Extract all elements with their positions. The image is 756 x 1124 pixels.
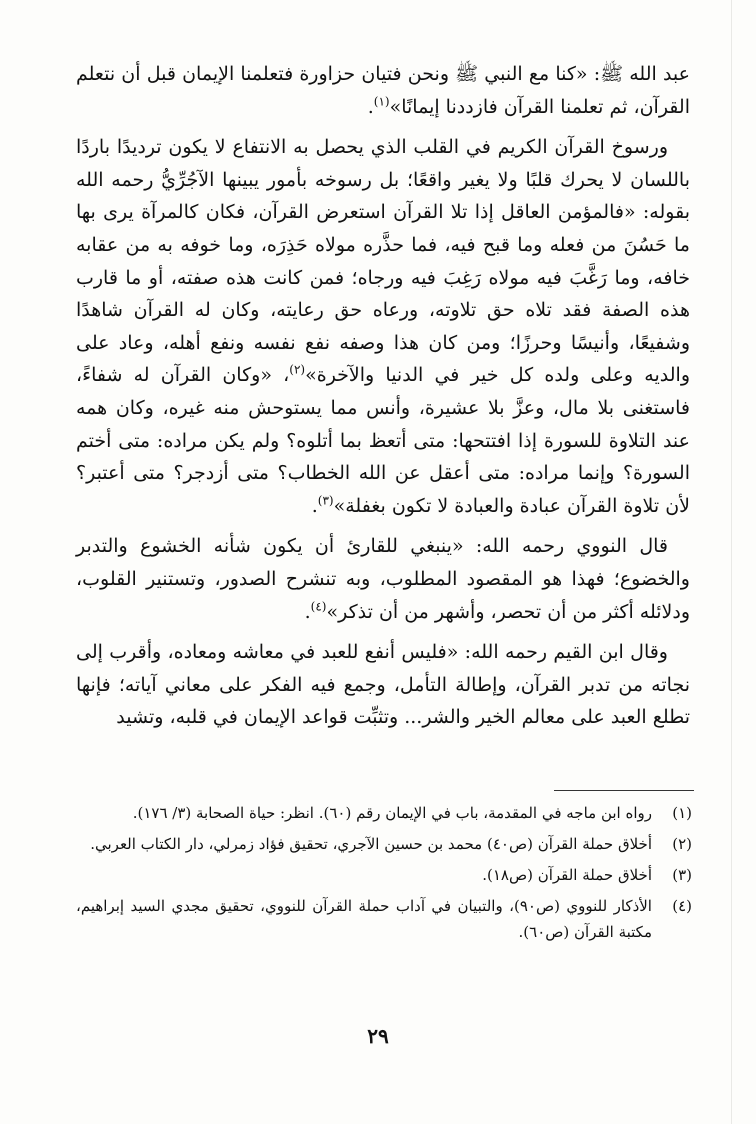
footnote-separator xyxy=(554,790,694,791)
footnote-text: رواه ابن ماجه في المقدمة، باب في الإيمان رقم (٦٠). انظر: حياة الصحابة (٣/ ١٧٦). xyxy=(132,804,652,822)
footnote-ref-3[interactable]: (٣) xyxy=(317,493,334,508)
footnote-item xyxy=(76,800,692,826)
footnote-text: الأذكار للنووي (ص٩٠)، والتبيان في آداب حملة القرآن للنووي، تحقيق مجدي السيد إبراهيم، مكتبة القرآن (ص٦٠). xyxy=(76,897,652,941)
footnote-number: (٢) xyxy=(672,835,692,853)
paragraph-4: وقال ابن القيم رحمه الله: «فليس أنفع للعبد في معاشه ومعاده، وأقرب إلى نجاته من تدبر القرآن، وإطالة التأمل، وجمع فيه الفكر على معاني آياته؛ فإنها تطلع العبد على معالم الخير والشر... وتثبِّت قواعد الإيمان في قلبه، وتشيد xyxy=(76,641,690,729)
footnote-number: (٣) xyxy=(672,866,692,884)
paragraph-2: ورسوخ القرآن الكريم في القلب الذي يحصل به الانتفاع لا يكون ترديدًا باردًا باللسان لا يحرك قلبًا ولا يغير واقعًا؛ بل رسوخه بأمور يبينها الآجُرِّيُّ رحمه الله بقوله: «فالمؤمن العاقل إذا تلا القرآن استعرض القرآن، فكان كالمرآة يرى بها ما حَسُنَ من فعله وما قبح فيه، فما حذَّره مولاه حَذِرَه، وما خوفه به من عقابه خافه، وما رَغَّبَ فيه مولاه رَغِبَ فيه ورجاه؛ فمن كانت هذه صفته، أو ما قارب هذه الصفة فقد تلاه حق تلاوته، ورعاه حق رعايته، وكان له القرآن شاهدًا وشفيعًا، وأنيسًا وحرزًا؛ ومن كان هذا وصفه نفع نفسه ونفع أهله، وعاد على والديه وعلى ولده كل خير في الدنيا والآخرة»$^{(٢)}$، «وكان القرآن له شفاءً، فاستغنى بلا مال، وعزَّ بلا عشيرة، وأنس مما يستوحش منه غيره، وكان همه عند التلاوة للسورة إذا افتتحها: متى أتعظ بما أتلوه؟ ولم يكن مراده: متى أختم السورة؟ وإنما مراده: متى أعقل عن الله الخطاب؟ متى أزدجر؟ متى أعتبر؟ لأن تلاوة القرآن عبادة والعبادة لا تكون بغفلة»$^{(٣)}$. xyxy=(76,136,690,517)
footnote-ref-2[interactable]: (٢) xyxy=(289,363,306,378)
paragraph-1: عبد الله ﷺ: «كنا مع النبي ﷺ ونحن فتيان حزاورة فتعلمنا الإيمان قبل أن نتعلم القرآن، ثم تعلمنا القرآن فازددنا إيمانًا»$^{(١)}$. xyxy=(76,63,690,118)
footnote-number: (١) xyxy=(672,804,692,822)
footnote-item xyxy=(76,862,692,888)
footnotes xyxy=(76,800,692,950)
footnote-ref-1[interactable]: (١) xyxy=(373,94,390,109)
footnote-item xyxy=(76,831,692,857)
main-text xyxy=(76,58,690,742)
footnote-text: أخلاق حملة القرآن (ص٤٠) محمد بن حسين الآجري، تحقيق فؤاد زمرلي، دار الكتاب العربي. xyxy=(90,835,652,853)
page-number: ٢٩ xyxy=(367,1024,389,1048)
footnote-text: أخلاق حملة القرآن (ص١٨). xyxy=(482,866,652,884)
footnote-item xyxy=(76,893,692,945)
footnote-number: (٤) xyxy=(672,897,692,915)
footnote-ref-4[interactable]: (٤) xyxy=(310,599,327,614)
paragraph-3: قال النووي رحمه الله: «ينبغي للقارئ أن يكون شأنه الخشوع والتدبر والخضوع؛ فهذا هو المقصود المطلوب، وبه تنشرح الصدور، وتستنير القلوب، ودلائله أكثر من أن تحصر، وأشهر من أن تذكر»$^{(٤)}$. xyxy=(76,535,690,623)
page-edge-line xyxy=(731,0,732,1124)
